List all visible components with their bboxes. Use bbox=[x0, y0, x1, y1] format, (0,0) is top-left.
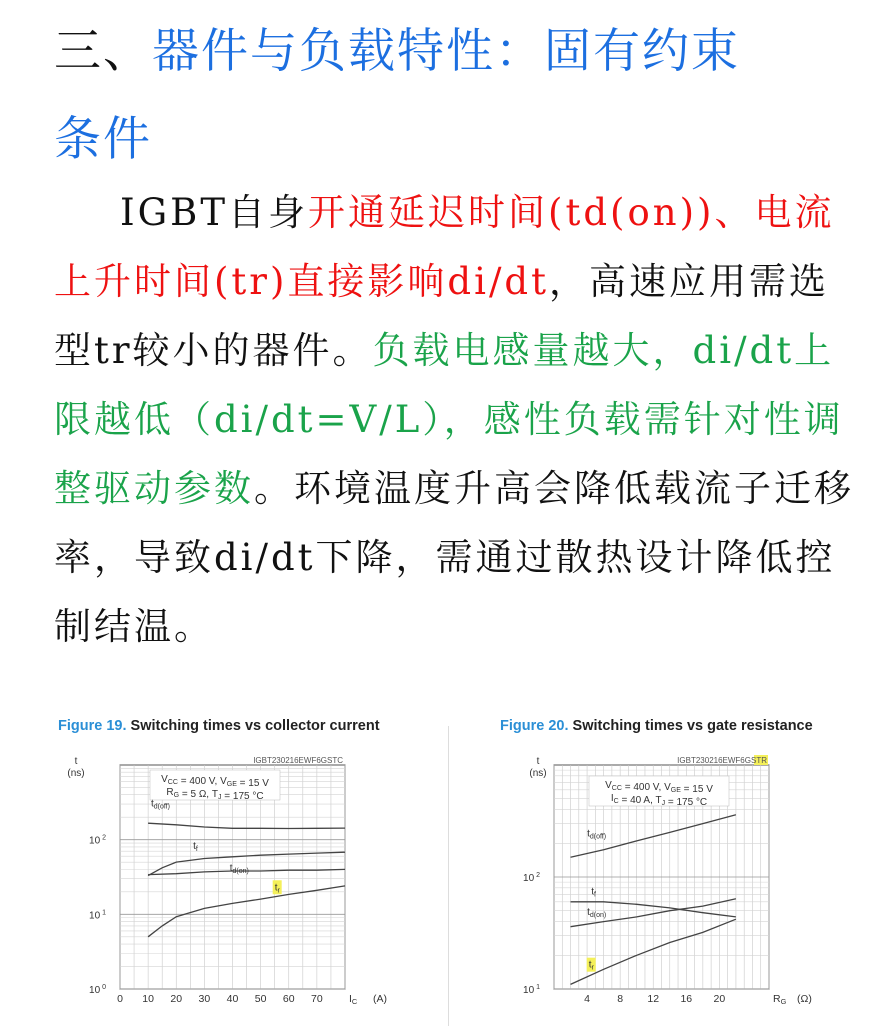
series-label: $t_r$ bbox=[588, 959, 594, 972]
series-label: $t_f$ bbox=[193, 840, 198, 853]
conditions-text: $V_{CC} = 400$ V, $V_{GE} = 15$ V bbox=[161, 774, 269, 789]
y-axis-unit: (ns) bbox=[529, 768, 547, 779]
conditions-text: $I_C = 40$ A, $T_J = 175$ °C bbox=[610, 793, 708, 808]
series-label: $t_f$ bbox=[591, 886, 596, 899]
paragraph-run: ，高速应用需选型tr较小的器件。 bbox=[54, 260, 829, 372]
figure-19-title bbox=[58, 718, 380, 734]
x-tick-label: 60 bbox=[282, 993, 295, 1005]
figure-code: IGBT230216EWF6GSTC bbox=[253, 756, 343, 765]
y-tick-label: 10 $^2$ bbox=[523, 872, 540, 884]
figure-number: Figure 19. bbox=[58, 718, 127, 734]
x-tick-label: 4 bbox=[584, 993, 590, 1005]
x-tick-label: 50 bbox=[254, 993, 267, 1005]
y-tick-label: 10 $^2$ bbox=[89, 834, 106, 847]
section-heading bbox=[54, 8, 854, 184]
x-tick-label: 70 bbox=[311, 993, 323, 1005]
figure-divider bbox=[448, 726, 449, 1026]
y-tick-label: 10 $^0$ bbox=[89, 984, 106, 996]
y-tick-label: 10 $^1$ bbox=[89, 909, 106, 922]
x-tick-label: 12 bbox=[647, 993, 660, 1005]
x-tick-label: 20 bbox=[713, 993, 726, 1005]
figure-19 bbox=[58, 718, 380, 734]
paragraph-run: IGBT自身 bbox=[120, 191, 309, 234]
y-axis-unit: (ns) bbox=[67, 768, 85, 779]
x-tick-label: 10 bbox=[142, 993, 154, 1005]
y-axis-label: t bbox=[536, 756, 540, 767]
x-tick-label: 8 bbox=[617, 993, 624, 1005]
highlight-red: 开通延迟时间(td(on))、电流上升时间(tr)直接影响di/dt bbox=[54, 191, 835, 303]
series-label: $t_{d(on)}$ bbox=[587, 906, 607, 919]
y-tick-label: 10 $^1$ bbox=[523, 984, 540, 996]
series-label: $t_{d(off)}$ bbox=[587, 828, 607, 841]
x-axis-unit: (Ω) bbox=[797, 993, 812, 1005]
series-label: $t_{d(off)}$ bbox=[150, 798, 170, 811]
figure-caption: Switching times vs gate resistance bbox=[572, 718, 813, 734]
figure-20 bbox=[500, 718, 813, 734]
heading-line-2: 条件 bbox=[54, 112, 152, 167]
figure-number: Figure 20. bbox=[500, 718, 569, 734]
figure-20-chart bbox=[504, 756, 824, 1011]
heading-title: 器件与负载特性：固有约束 bbox=[152, 24, 740, 79]
x-tick-label: 20 bbox=[170, 993, 183, 1005]
figure-19-chart bbox=[60, 756, 387, 1011]
x-axis-unit: (A) bbox=[373, 993, 387, 1005]
series-label: $t_{d(on)}$ bbox=[229, 863, 249, 876]
x-tick-label: 30 bbox=[198, 993, 211, 1005]
conditions-text: $R_G = 5$ Ω, $T_J = 175$ °C bbox=[166, 787, 264, 802]
figure-20-title bbox=[500, 718, 813, 734]
paragraph-run: 。环境温度升高会降低载流子迁移率，导致di/dt下降，需通过散热设计降低控制结温。 bbox=[54, 467, 854, 648]
x-tick-label: 16 bbox=[680, 993, 693, 1005]
x-axis-label: IC bbox=[349, 993, 358, 1006]
heading-prefix: 三、 bbox=[54, 24, 152, 79]
conditions-text: $V_{CC} = 400$ V, $V_{GE} = 15$ V bbox=[605, 780, 713, 795]
x-tick-label: 0 bbox=[117, 993, 123, 1005]
figure-caption: Switching times vs collector current bbox=[130, 718, 380, 734]
x-tick-label: 40 bbox=[226, 993, 239, 1005]
x-axis-label: RG bbox=[773, 993, 787, 1006]
y-axis-label: t bbox=[74, 756, 78, 767]
body-paragraph bbox=[54, 178, 854, 661]
heading-line-1 bbox=[54, 8, 854, 96]
figure-code: IGBT230216EWF6GSTR bbox=[677, 756, 767, 765]
series-label: $t_r$ bbox=[274, 882, 280, 895]
highlight-green: 负载电感量越大，di/dt上限越低（di/dt=V/L），感性负载需针对性调整驱动参数 bbox=[54, 329, 844, 510]
